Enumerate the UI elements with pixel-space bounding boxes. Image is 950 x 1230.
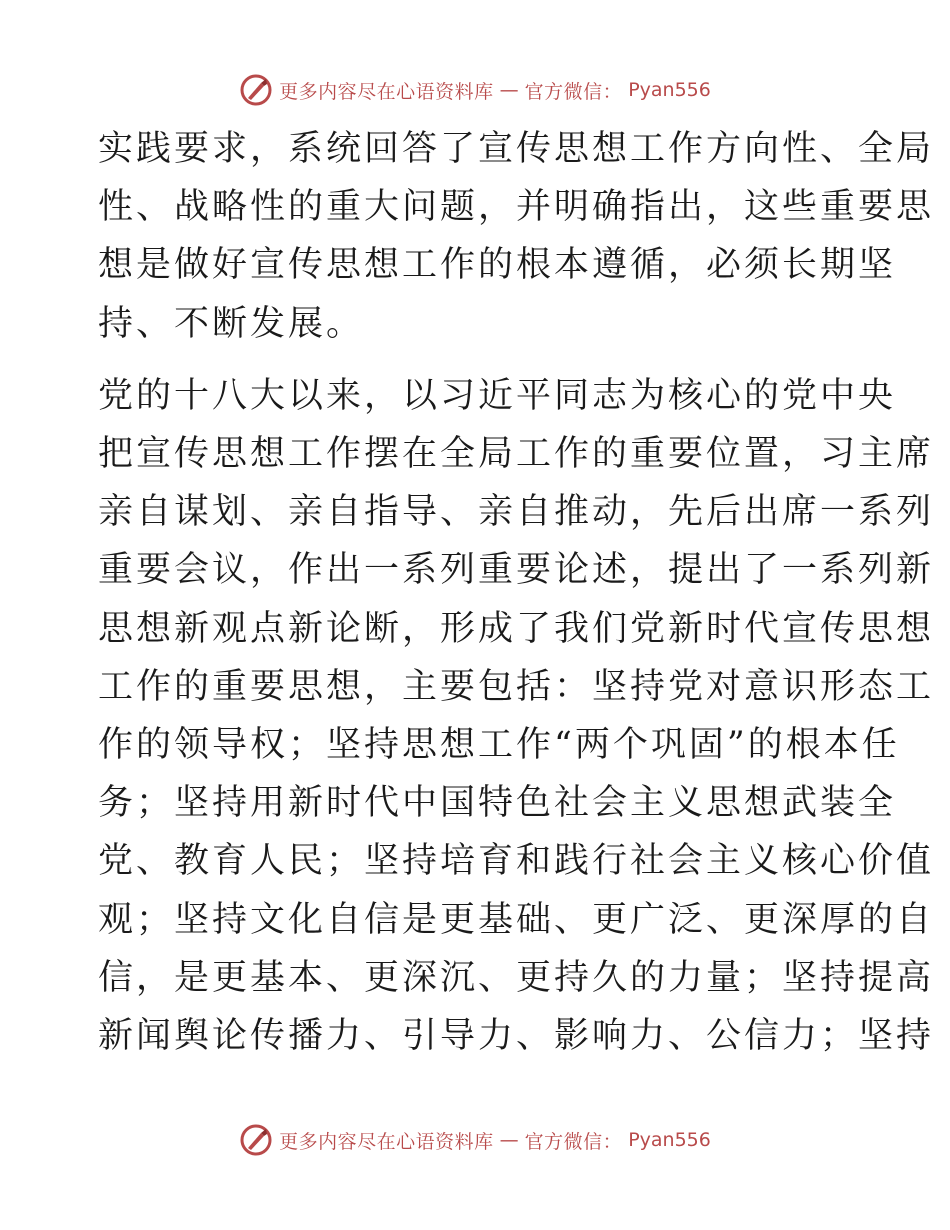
- text-line: 思想新观点新论断，形成了我们党新时代宣传思想: [98, 608, 935, 649]
- text-line: 想是做好宣传思想工作的根本遵循，必须长期坚: [98, 245, 897, 286]
- paragraph-2: [98, 367, 935, 1065]
- text-line: 作的领导权；坚持思想工作“两个巩固”的根本任: [98, 725, 900, 766]
- text-line: 信，是更基本、更深沉、更持久的力量；坚持提高: [98, 957, 935, 998]
- text-line: 亲自谋划、亲自指导、亲自推动，先后出席一系列: [98, 492, 935, 533]
- text-line: 工作的重要思想，主要包括：坚持党对意识形态工: [98, 666, 935, 707]
- text-line: 性、战略性的重大问题，并明确指出，这些重要思: [98, 187, 935, 228]
- watermark-site-text: 更多内容尽在心语资料库: [279, 1130, 494, 1153]
- text-line: 党的十八大以来，以习近平同志为核心的党中央: [98, 375, 897, 416]
- text-line: 重要会议，作出一系列重要论述，提出了一系列新: [98, 550, 935, 591]
- quill-pen-logo-icon: [239, 1123, 273, 1157]
- watermark-contact-label: 官方微信：: [524, 80, 623, 103]
- text-line: 持、不断发展。: [98, 303, 365, 344]
- watermark-contact-id: Pyan556: [628, 1129, 711, 1151]
- document-body: [98, 120, 935, 1065]
- watermark-separator: —: [499, 1129, 519, 1151]
- watermark-contact-id: Pyan556: [628, 79, 711, 101]
- footer-watermark: [0, 1120, 950, 1160]
- text-line: 新闻舆论传播力、引导力、影响力、公信力；坚持: [98, 1016, 935, 1057]
- watermark-separator: —: [499, 79, 519, 101]
- header-watermark: [0, 70, 950, 110]
- watermark-contact-label: 官方微信：: [524, 1130, 623, 1153]
- paragraph-1: [98, 120, 935, 353]
- text-line: 把宣传思想工作摆在全局工作的重要位置，习主席: [98, 434, 935, 475]
- text-line: 实践要求，系统回答了宣传思想工作方向性、全局: [98, 129, 935, 169]
- text-line: 观；坚持文化自信是更基础、更广泛、更深厚的自: [98, 899, 935, 940]
- text-line: 党、教育人民；坚持培育和践行社会主义核心价值: [98, 841, 935, 882]
- quill-pen-logo-icon: [239, 73, 273, 107]
- watermark-site-text: 更多内容尽在心语资料库: [279, 80, 494, 103]
- text-line: 务；坚持用新时代中国特色社会主义思想武装全: [98, 783, 897, 824]
